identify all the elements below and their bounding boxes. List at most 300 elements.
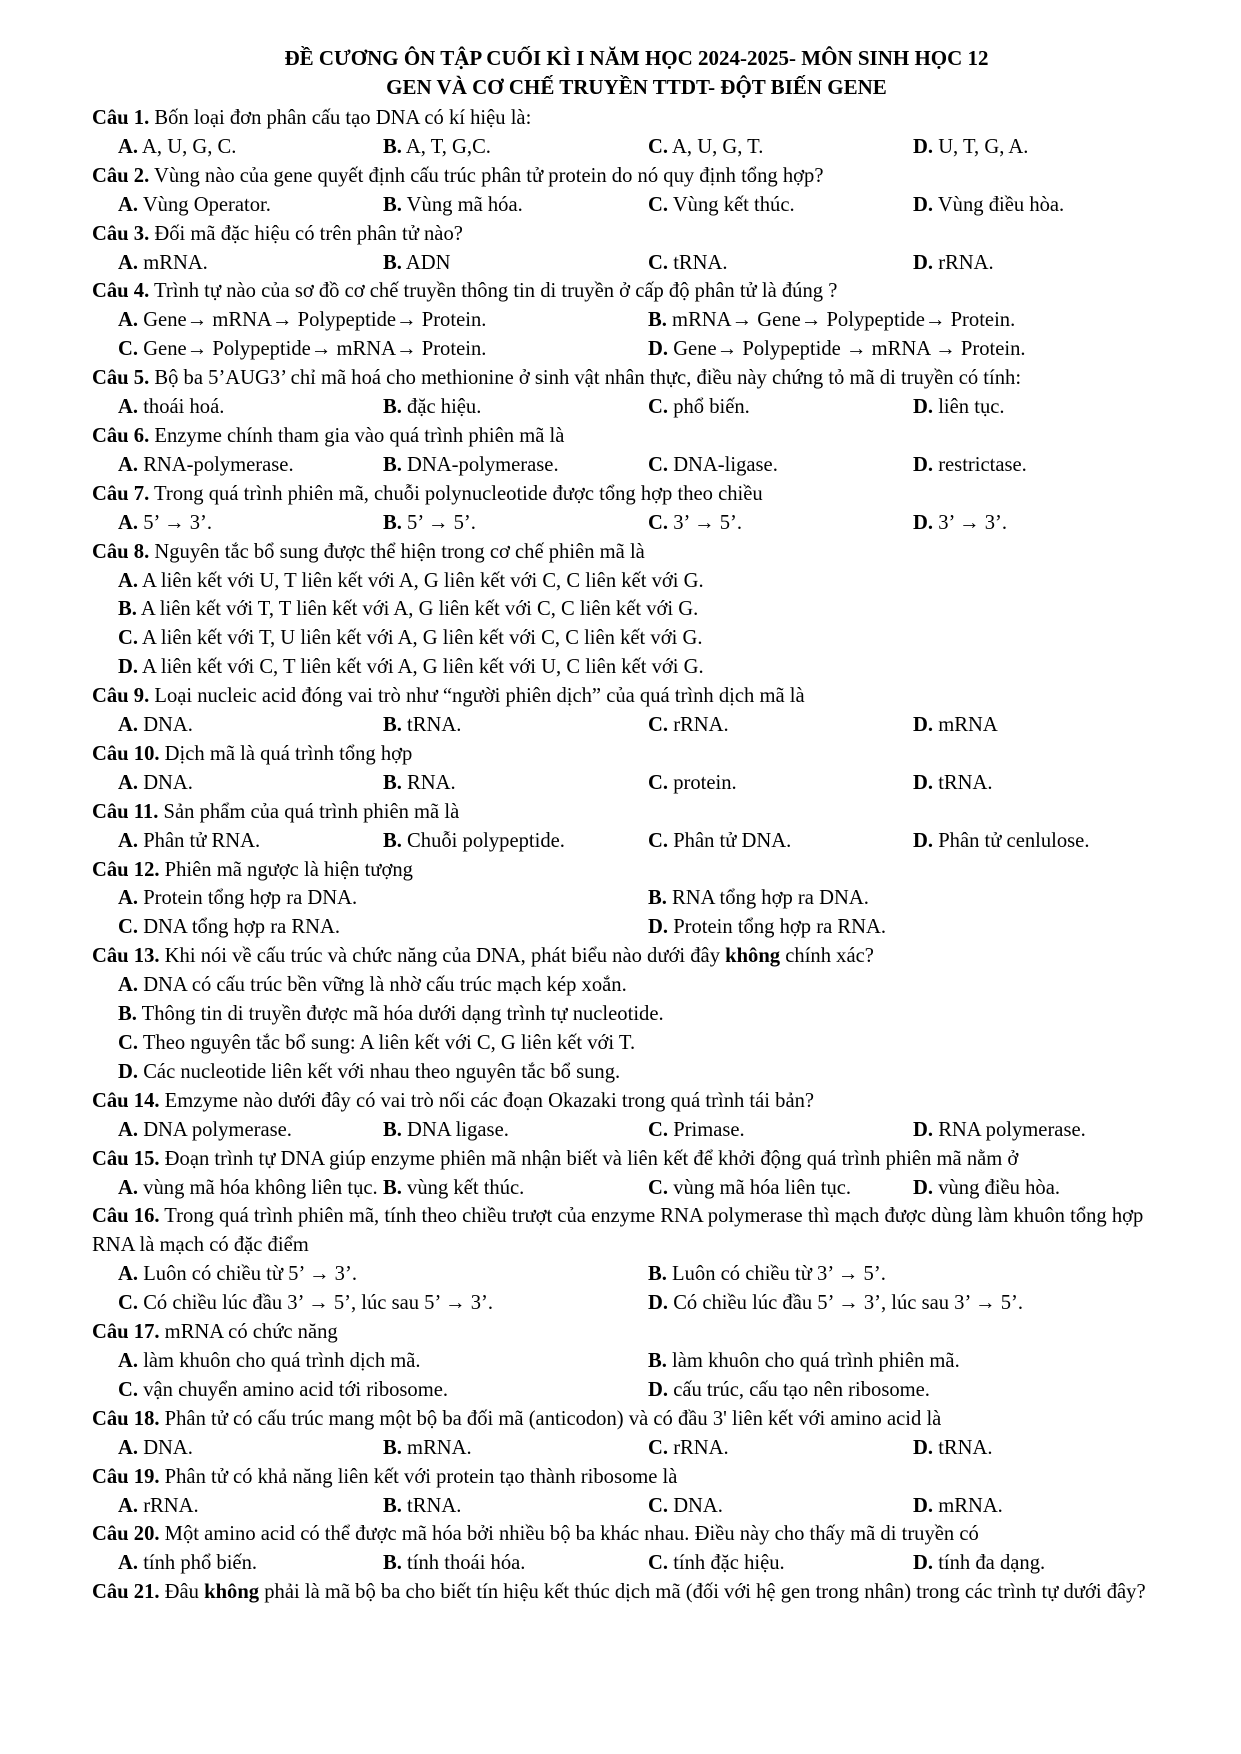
- question-19: [92, 1463, 1181, 1521]
- answer-option: [383, 1116, 648, 1145]
- option-text: Có chiều lúc đầu 3’ → 5’, lúc sau 5’ → 3’.: [143, 1292, 493, 1315]
- answer-option: [118, 1376, 648, 1405]
- option-text: Gene→ mRNA→ Polypeptide→ Protein.: [143, 309, 487, 332]
- option-letter: B.: [383, 396, 402, 419]
- question-text: Đối mã đặc hiệu có trên phân tử nào?: [154, 222, 463, 245]
- answer-option: [118, 1000, 1181, 1029]
- question-text: Khi nói về cấu trúc và chức năng của DNA, phát biểu nào dưới đây: [164, 945, 726, 968]
- option-letter: D.: [913, 771, 934, 794]
- option-letter: C.: [648, 1118, 669, 1141]
- answer-option: [648, 509, 913, 538]
- question-stem: [92, 104, 1181, 133]
- option-text: A liên kết với T, T liên kết với A, G liên kết với C, C liên kết với G.: [140, 598, 699, 621]
- option-letter: B.: [648, 1349, 667, 1372]
- answer-option: [648, 769, 913, 798]
- option-text: cấu trúc, cấu tạo nên ribosome.: [673, 1378, 930, 1401]
- question-text: Sản phẩm của quá trình phiên mã là: [163, 800, 460, 823]
- option-text: Theo nguyên tắc bổ sung: A liên kết với C, G liên kết với T.: [142, 1032, 636, 1054]
- answer-option: [383, 1549, 648, 1578]
- option-letter: A.: [118, 771, 139, 794]
- option-text: mRNA: [938, 714, 998, 737]
- option-text: DNA-ligase.: [673, 453, 778, 476]
- option-letter: D.: [913, 1552, 934, 1575]
- option-text: tRNA.: [407, 714, 462, 737]
- question-10: [92, 740, 1181, 798]
- option-text: Phân tử RNA.: [143, 829, 261, 852]
- answer-option: [648, 393, 913, 422]
- option-text: liên tục.: [938, 396, 1005, 419]
- answer-option: [913, 1434, 1181, 1463]
- question-7: [92, 480, 1181, 538]
- question-number: Câu 17.: [92, 1321, 160, 1344]
- option-text: rRNA.: [143, 1494, 199, 1517]
- option-letter: A.: [118, 309, 139, 332]
- question-number: Câu 11.: [92, 800, 159, 823]
- answer-option: [118, 335, 648, 364]
- answer-option: [118, 393, 383, 422]
- answer-options: [92, 1492, 1181, 1521]
- option-letter: D.: [913, 193, 934, 216]
- option-letter: C.: [648, 1176, 669, 1199]
- option-text: vùng mã hóa không liên tục.: [143, 1176, 378, 1199]
- option-letter: B.: [383, 771, 402, 794]
- option-letter: C.: [118, 1378, 139, 1401]
- option-text: Chuỗi polypeptide.: [407, 829, 565, 852]
- option-text: 5’ → 3’.: [143, 511, 213, 534]
- question-text-end: phải là mã bộ ba cho biết tín hiệu kết thúc dịch mã (đối với hệ gen trong nhân) trong các trình tự dưới đây?: [259, 1581, 1146, 1604]
- question-21: [92, 1578, 1181, 1607]
- option-text: Vùng điều hòa.: [937, 193, 1065, 216]
- answer-option: [648, 1289, 1181, 1318]
- answer-options: [92, 769, 1181, 798]
- question-number: Câu 21.: [92, 1581, 160, 1604]
- answer-options: [92, 711, 1181, 740]
- option-letter: C.: [648, 453, 669, 476]
- answer-option: [913, 769, 1181, 798]
- answer-options: [92, 971, 1181, 1087]
- question-5: [92, 364, 1181, 422]
- option-letter: B.: [383, 251, 402, 274]
- option-letter: A.: [118, 829, 139, 852]
- answer-option: [913, 827, 1181, 856]
- option-text: làm khuôn cho quá trình dịch mã.: [143, 1349, 421, 1372]
- question-text: Trong quá trình phiên mã, tính theo chiều trượt của enzyme RNA polymerase thì mạch được dùng làm khuôn tổng hợp RNA là mạch có đặc điểm: [92, 1205, 1144, 1257]
- answer-option: [383, 827, 648, 856]
- question-stem: [92, 277, 1181, 306]
- option-letter: C.: [648, 714, 669, 737]
- question-stem: [92, 1578, 1181, 1607]
- option-letter: A.: [118, 887, 139, 910]
- answer-option: [648, 884, 1181, 913]
- answer-option: [648, 306, 1181, 335]
- question-emphasis: không: [725, 945, 781, 968]
- option-letter: A.: [118, 1349, 139, 1372]
- answer-option: [383, 393, 648, 422]
- option-letter: C.: [118, 916, 139, 939]
- answer-option: [648, 1347, 1181, 1376]
- answer-option: [913, 133, 1181, 162]
- option-text: DNA có cấu trúc bền vững là nhờ cấu trúc mạch kép xoắn.: [143, 974, 627, 997]
- question-number: Câu 7.: [92, 482, 150, 505]
- option-letter: C.: [118, 338, 139, 361]
- option-text: vùng kết thúc.: [407, 1176, 525, 1199]
- option-letter: C.: [648, 396, 669, 419]
- answer-option: [118, 1058, 1181, 1087]
- question-11: [92, 798, 1181, 856]
- question-17: [92, 1318, 1181, 1405]
- option-letter: A.: [118, 396, 139, 419]
- question-number: Câu 8.: [92, 540, 150, 563]
- answer-option: [118, 1549, 383, 1578]
- option-letter: B.: [118, 598, 137, 621]
- question-stem: [92, 740, 1181, 769]
- option-text: đặc hiệu.: [407, 396, 482, 419]
- question-number: Câu 12.: [92, 858, 160, 881]
- answer-options: [92, 1174, 1181, 1203]
- option-text: RNA tổng hợp ra DNA.: [672, 887, 869, 910]
- option-text: vận chuyển amino acid tới ribosome.: [143, 1378, 449, 1401]
- option-letter: A.: [118, 193, 139, 216]
- option-text: A, T, G,C.: [405, 135, 491, 158]
- option-letter: C.: [648, 511, 669, 534]
- option-letter: D.: [913, 511, 934, 534]
- answer-option: [118, 1492, 383, 1521]
- question-text: Bốn loại đơn phân cấu tạo DNA có kí hiệu là:: [154, 107, 532, 129]
- answer-option: [118, 451, 383, 480]
- option-text: A, U, G, C.: [142, 135, 237, 158]
- question-text: mRNA có chức năng: [164, 1321, 338, 1344]
- option-text: RNA-polymerase.: [143, 453, 294, 476]
- option-text: Primase.: [673, 1118, 745, 1141]
- option-text: Có chiều lúc đầu 5’ → 3’, lúc sau 3’ → 5’.: [673, 1292, 1023, 1315]
- answer-options: [92, 1434, 1181, 1463]
- option-text: thoái hoá.: [143, 396, 225, 419]
- question-3: [92, 220, 1181, 278]
- answer-option: [913, 509, 1181, 538]
- option-text: RNA polymerase.: [938, 1118, 1086, 1141]
- option-text: mRNA.: [407, 1436, 472, 1459]
- answer-option: [118, 249, 383, 278]
- option-text: tính đặc hiệu.: [673, 1552, 785, 1575]
- answer-option: [118, 191, 383, 220]
- question-text: Bộ ba 5’AUG3’ chỉ mã hoá cho methionine ở sinh vật nhân thực, điều này chứng tỏ mã di truyền có tính:: [154, 367, 1022, 390]
- option-text: A liên kết với T, U liên kết với A, G liên kết với C, C liên kết với G.: [142, 627, 703, 650]
- option-letter: A.: [118, 1436, 139, 1459]
- question-number: Câu 2.: [92, 164, 150, 187]
- answer-option: [648, 451, 913, 480]
- option-letter: B.: [383, 829, 402, 852]
- answer-option: [648, 827, 913, 856]
- option-letter: D.: [648, 1292, 669, 1315]
- question-text: Nguyên tắc bổ sung được thể hiện trong cơ chế phiên mã là: [154, 540, 645, 563]
- answer-option: [383, 1434, 648, 1463]
- option-text: tRNA.: [938, 771, 993, 794]
- answer-option: [913, 393, 1181, 422]
- option-letter: C.: [648, 771, 669, 794]
- option-letter: D.: [913, 1436, 934, 1459]
- answer-options: [92, 451, 1181, 480]
- question-1: [92, 104, 1181, 162]
- answer-option: [118, 1289, 648, 1318]
- option-letter: D.: [913, 1118, 934, 1141]
- question-20: [92, 1520, 1181, 1578]
- option-letter: D.: [913, 251, 934, 274]
- answer-option: [648, 1376, 1181, 1405]
- answer-options: [92, 1347, 1181, 1405]
- answer-option: [383, 1492, 648, 1521]
- question-2: [92, 162, 1181, 220]
- option-text: A liên kết với U, T liên kết với A, G liên kết với C, C liên kết với G.: [142, 569, 704, 592]
- question-stem: [92, 422, 1181, 451]
- option-text: Phân tử cenlulose.: [938, 829, 1090, 852]
- answer-option: [118, 624, 1181, 653]
- option-letter: A.: [118, 1552, 139, 1575]
- question-6: [92, 422, 1181, 480]
- option-letter: B.: [648, 309, 667, 332]
- question-number: Câu 13.: [92, 945, 160, 968]
- option-letter: C.: [118, 627, 139, 650]
- option-text: DNA tổng hợp ra RNA.: [143, 916, 340, 939]
- question-number: Câu 19.: [92, 1465, 160, 1488]
- option-letter: D.: [913, 714, 934, 737]
- question-text: Đoạn trình tự DNA giúp enzyme phiên mã nhận biết và liên kết để khởi động quá trình phiên mã nằm ở: [164, 1147, 1019, 1170]
- option-letter: C.: [648, 829, 669, 852]
- question-8: [92, 538, 1181, 683]
- question-stem: [92, 1520, 1181, 1549]
- option-text: RNA.: [407, 771, 456, 794]
- option-text: Gene→ Polypeptide → mRNA → Protein.: [673, 338, 1026, 361]
- question-number: Câu 6.: [92, 424, 150, 447]
- question-stem: [92, 1145, 1181, 1174]
- answer-options: [92, 306, 1181, 364]
- question-number: Câu 20.: [92, 1523, 160, 1546]
- answer-option: [118, 306, 648, 335]
- option-letter: D.: [913, 1176, 934, 1199]
- option-text: Vùng mã hóa.: [406, 193, 523, 216]
- document-subtitle: GEN VÀ CƠ CHẾ TRUYỀN TTDT- ĐỘT BIẾN GENE: [386, 75, 887, 99]
- option-letter: D.: [913, 829, 934, 852]
- option-letter: A.: [118, 569, 139, 592]
- option-letter: D.: [913, 396, 934, 419]
- question-stem: [92, 162, 1181, 191]
- answer-option: [648, 913, 1181, 942]
- option-letter: B.: [648, 1263, 667, 1286]
- question-stem: [92, 480, 1181, 509]
- option-text: tRNA.: [938, 1436, 993, 1459]
- question-stem: [92, 1405, 1181, 1434]
- question-stem: [92, 1463, 1181, 1492]
- option-letter: C.: [118, 1032, 139, 1054]
- answer-option: [118, 1434, 383, 1463]
- answer-option: [118, 1347, 648, 1376]
- option-letter: B.: [383, 1552, 402, 1575]
- question-text: Dịch mã là quá trình tổng hợp: [164, 742, 413, 765]
- answer-options: [92, 1549, 1181, 1578]
- answer-option: [118, 1029, 1181, 1058]
- answer-option: [118, 653, 1181, 682]
- answer-option: [913, 1116, 1181, 1145]
- option-letter: B.: [383, 1176, 402, 1199]
- question-text: Vùng nào của gene quyết định cấu trúc phân tử protein do nó quy định tổng hợp?: [154, 164, 824, 187]
- option-text: A liên kết với C, T liên kết với A, G liên kết với U, C liên kết với G.: [142, 656, 704, 679]
- answer-options: [92, 1116, 1181, 1145]
- option-text: Thông tin di truyền được mã hóa dưới dạng trình tự nucleotide.: [141, 1003, 664, 1026]
- answer-options: [92, 884, 1181, 942]
- option-text: U, T, G, A.: [938, 135, 1029, 158]
- answer-option: [118, 567, 1181, 596]
- answer-option: [648, 335, 1181, 364]
- answer-option: [648, 249, 913, 278]
- answer-options: [92, 133, 1181, 162]
- answer-option: [648, 1116, 913, 1145]
- option-letter: A.: [118, 453, 139, 476]
- option-text: 3’ → 3’.: [938, 511, 1008, 534]
- option-letter: D.: [118, 1060, 139, 1083]
- question-text: Một amino acid có thể được mã hóa bởi nhiều bộ ba khác nhau. Điều này cho thấy mã di truyền có: [164, 1523, 979, 1546]
- option-letter: A.: [118, 1263, 139, 1286]
- question-stem: [92, 538, 1181, 567]
- answer-option: [118, 884, 648, 913]
- question-text: Enzyme chính tham gia vào quá trình phiên mã là: [154, 424, 565, 447]
- option-letter: B.: [383, 453, 402, 476]
- option-text: tính phổ biến.: [143, 1552, 258, 1575]
- answer-options: [92, 827, 1181, 856]
- option-text: DNA ligase.: [407, 1118, 509, 1141]
- answer-option: [118, 1260, 648, 1289]
- question-16: [92, 1202, 1181, 1318]
- question-text-end: chính xác?: [780, 945, 874, 968]
- option-letter: B.: [118, 1003, 137, 1026]
- answer-option: [648, 133, 913, 162]
- answer-option: [118, 971, 1181, 1000]
- option-text: A, U, G, T.: [672, 135, 764, 158]
- option-text: rRNA.: [673, 714, 729, 737]
- answer-option: [648, 191, 913, 220]
- question-number: Câu 18.: [92, 1407, 160, 1430]
- option-letter: A.: [118, 251, 139, 274]
- option-text: làm khuôn cho quá trình phiên mã.: [672, 1349, 960, 1372]
- answer-option: [648, 1549, 913, 1578]
- option-letter: A.: [118, 1494, 139, 1517]
- answer-option: [913, 1492, 1181, 1521]
- option-text: tính đa dạng.: [938, 1552, 1046, 1575]
- question-stem: [92, 682, 1181, 711]
- answer-option: [118, 1116, 383, 1145]
- option-letter: B.: [383, 1118, 402, 1141]
- question-list: [92, 104, 1181, 1607]
- option-letter: A.: [118, 974, 139, 997]
- answer-option: [383, 191, 648, 220]
- question-stem: [92, 942, 1181, 971]
- answer-option: [913, 249, 1181, 278]
- option-text: tính thoái hóa.: [407, 1552, 526, 1575]
- option-letter: A.: [118, 1118, 139, 1141]
- option-letter: B.: [383, 714, 402, 737]
- option-letter: A.: [118, 511, 139, 534]
- option-letter: D.: [913, 1494, 934, 1517]
- option-text: tRNA.: [673, 251, 728, 274]
- answer-options: [92, 1260, 1181, 1318]
- option-text: protein.: [673, 771, 737, 794]
- option-letter: D.: [648, 1378, 669, 1401]
- option-letter: B.: [383, 193, 402, 216]
- option-letter: A.: [118, 1176, 139, 1199]
- answer-options: [92, 567, 1181, 683]
- option-text: restrictase.: [938, 453, 1027, 476]
- question-number: Câu 3.: [92, 222, 150, 245]
- question-stem: [92, 364, 1181, 393]
- question-number: Câu 4.: [92, 280, 150, 303]
- question-number: Câu 16.: [92, 1205, 160, 1228]
- option-text: Vùng Operator.: [142, 193, 271, 216]
- question-18: [92, 1405, 1181, 1463]
- question-number: Câu 15.: [92, 1147, 160, 1170]
- answer-option: [383, 451, 648, 480]
- question-text: Phiên mã ngược là hiện tượng: [164, 858, 413, 881]
- option-letter: C.: [648, 1436, 669, 1459]
- option-letter: D.: [648, 916, 669, 939]
- question-13: [92, 942, 1181, 1087]
- option-text: Vùng kết thúc.: [672, 193, 795, 216]
- question-text: Đâu: [164, 1581, 205, 1604]
- option-letter: D.: [913, 135, 934, 158]
- option-letter: C.: [648, 1494, 669, 1517]
- answer-option: [913, 711, 1181, 740]
- option-letter: C.: [118, 1292, 139, 1315]
- answer-option: [913, 191, 1181, 220]
- option-text: Luôn có chiều từ 3’ → 5’.: [672, 1263, 886, 1286]
- question-stem: [92, 220, 1181, 249]
- option-text: Gene→ Polypeptide→ mRNA→ Protein.: [143, 338, 487, 361]
- option-letter: C.: [648, 251, 669, 274]
- option-letter: B.: [383, 1494, 402, 1517]
- option-text: Protein tổng hợp ra RNA.: [673, 916, 886, 939]
- option-letter: B.: [383, 1436, 402, 1459]
- question-text: Trình tự nào của sơ đồ cơ chế truyền thông tin di truyền ở cấp độ phân tử là đúng ?: [154, 280, 838, 303]
- answer-option: [648, 1434, 913, 1463]
- option-letter: D.: [913, 453, 934, 476]
- option-letter: A.: [118, 714, 139, 737]
- option-text: vùng mã hóa liên tục.: [673, 1176, 852, 1199]
- option-letter: C.: [648, 135, 669, 158]
- option-text: 5’ → 5’.: [407, 511, 476, 534]
- question-text: Trong quá trình phiên mã, chuỗi polynucleotide được tổng hợp theo chiều: [154, 482, 763, 505]
- answer-option: [648, 1174, 913, 1203]
- option-text: DNA.: [143, 714, 193, 737]
- answer-option: [118, 509, 383, 538]
- option-text: DNA.: [143, 771, 193, 794]
- question-12: [92, 856, 1181, 943]
- question-number: Câu 1.: [92, 107, 150, 129]
- question-4: [92, 277, 1181, 364]
- option-text: mRNA→ Gene→ Polypeptide→ Protein.: [672, 309, 1016, 332]
- answer-option: [913, 1174, 1181, 1203]
- option-text: rRNA.: [673, 1436, 729, 1459]
- option-text: Protein tổng hợp ra DNA.: [143, 887, 358, 910]
- question-stem: [92, 1318, 1181, 1347]
- option-letter: B.: [383, 135, 402, 158]
- answer-option: [913, 451, 1181, 480]
- option-text: mRNA.: [938, 1494, 1003, 1517]
- option-letter: C.: [648, 1552, 669, 1575]
- answer-option: [118, 769, 383, 798]
- option-text: phổ biến.: [673, 396, 750, 419]
- question-stem: [92, 1202, 1181, 1260]
- question-text: Phân tử có cấu trúc mang một bộ ba đối mã (anticodon) và có đầu 3' liên kết với amino acid là: [164, 1407, 942, 1430]
- option-text: vùng điều hòa.: [938, 1176, 1061, 1199]
- option-text: tRNA.: [407, 1494, 462, 1517]
- option-text: 3’ → 5’.: [673, 511, 743, 534]
